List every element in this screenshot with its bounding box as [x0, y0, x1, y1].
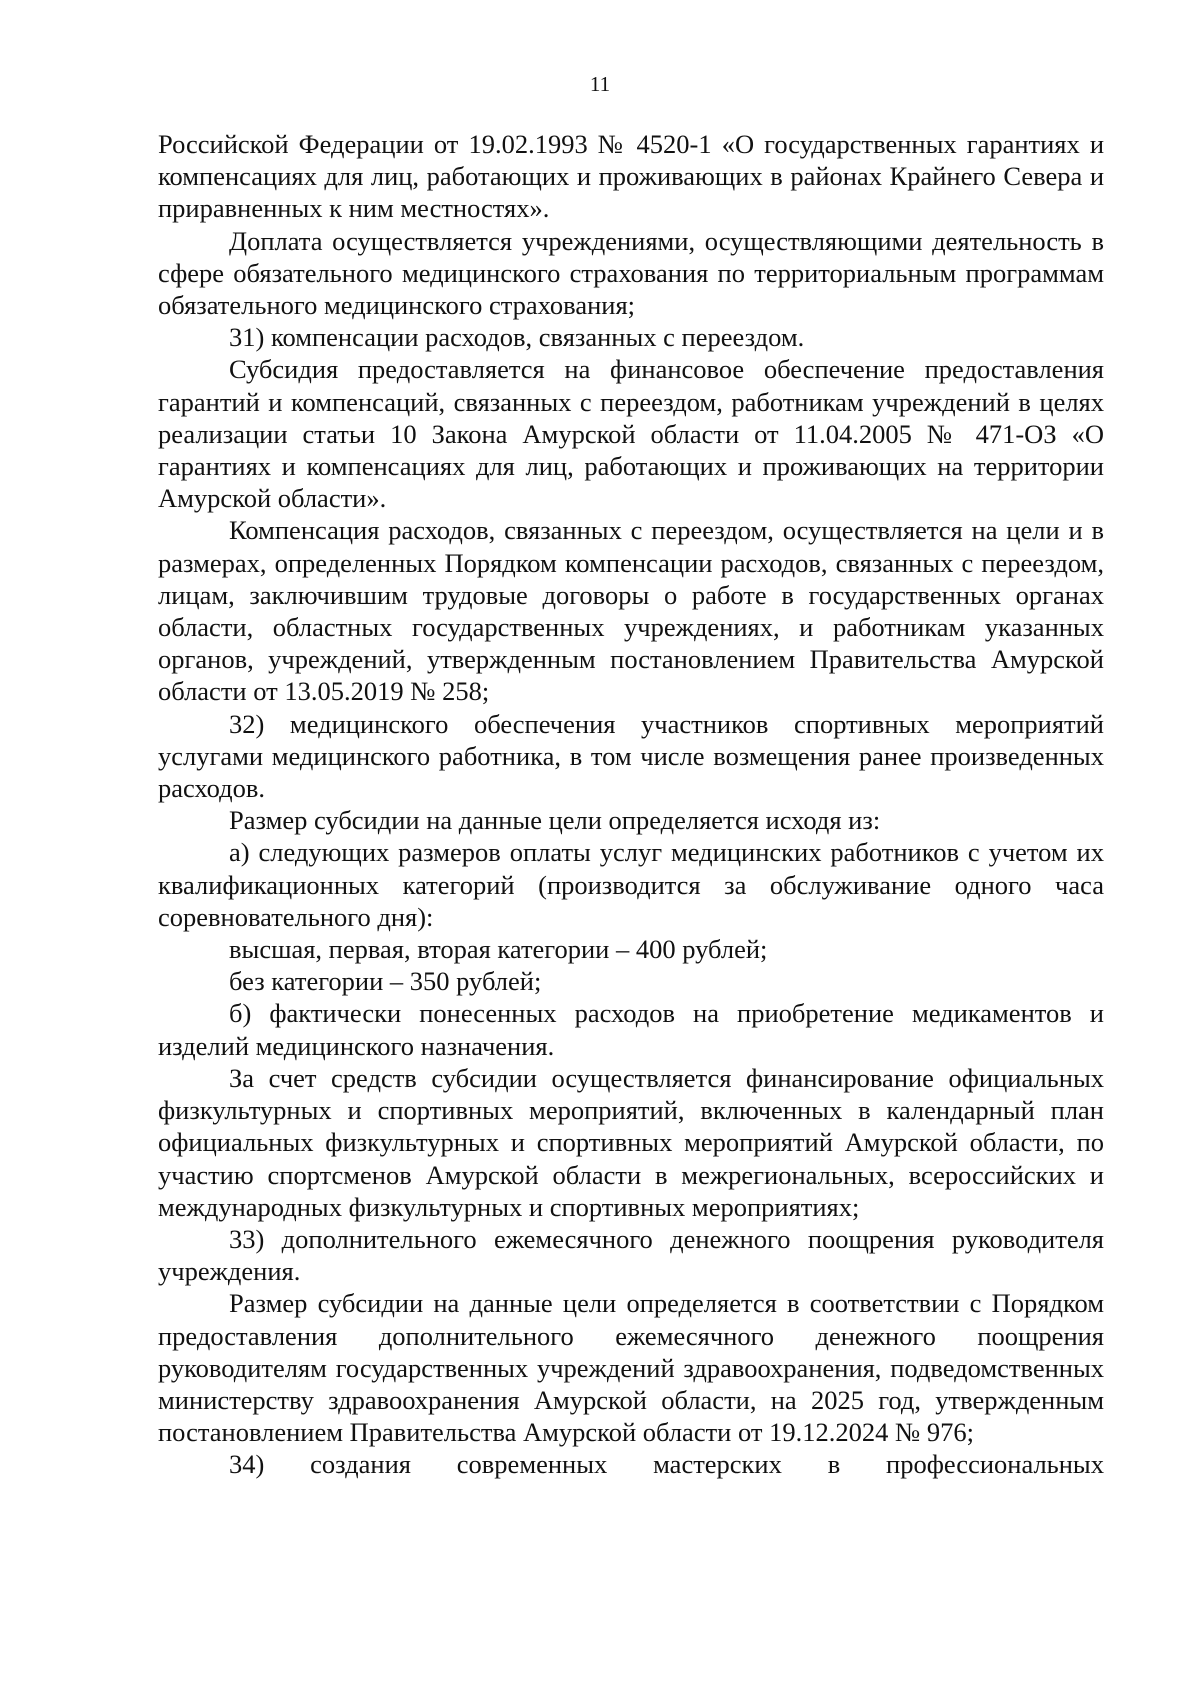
paragraph-2: Доплата осуществляется учреждениями, осуществляющими деятельность в сфере обязательного медицинского страхования по территориальным программам обязательного медицинского страхования; — [158, 225, 1104, 321]
paragraph-5: Компенсация расходов, связанных с переездом, осуществляется на цели и в размерах, определенных Порядком компенсации расходов, связанных с переездом, лицам, заключившим трудовые договоры о работе в государственных органах области, областных государственных учреждениях, и работникам указанных органов, учреждений, утвержденным постановлением Правительства Амурской области от 13.05.2019 № 258; — [158, 515, 1104, 707]
page-number: 11 — [589, 72, 611, 96]
paragraph-8: а) следующих размеров оплаты услуг медицинских работников с учетом их квалификационных категорий (производится за обслуживание одного часа соревновательного дня): — [158, 837, 1104, 932]
paragraph-9: высшая, первая, вторая категории – 400 рублей; — [229, 934, 768, 965]
paragraph-15: 34) создания современных мастерских в профессиональных — [229, 1449, 1104, 1480]
paragraph-4: Субсидия предоставляется на финансовое обеспечение предоставления гарантий и компенсаций, связанных с переездом, работникам учреждений в целях реализации статьи 10 Закона Амурской области от 11.04.2005 № 471-ОЗ «О гарантиях и компенсациях для лиц, работающих и проживающих на территории Амурской области». — [158, 354, 1104, 514]
paragraph-12: За счет средств субсидии осуществляется финансирование официальных физкультурных и спортивных мероприятий, включенных в календарный план официальных физкультурных и спортивных мероприятий Амурской области, по участию спортсменов Амурской области в межрегиональных, всероссийских и международных физкультурных и спортивных мероприятиях; — [158, 1062, 1104, 1222]
paragraph-10: без категории – 350 рублей; — [229, 966, 542, 997]
paragraph-14: Размер субсидии на данные цели определяется в соответствии с Порядком предоставления дополнительного ежемесячного денежного поощрения руководителям государственных учреждений здравоохранения, подведомственных министерству здравоохранения Амурской области, на 2025 год, утвержденным постановлением Правительства Амурской области от 19.12.2024 № 976; — [158, 1288, 1104, 1448]
paragraph-7: Размер субсидии на данные цели определяется исходя из: — [229, 805, 881, 836]
document-body — [158, 128, 1104, 1481]
paragraph-6: 32) медицинского обеспечения участников спортивных мероприятий услугами медицинского работника, в том числе возмещения ранее произведенных расходов. — [158, 708, 1104, 804]
paragraph-13: 33) дополнительного ежемесячного денежного поощрения руководителя учреждения. — [158, 1223, 1104, 1287]
paragraph-3: 31) компенсации расходов, связанных с переездом. — [229, 322, 805, 353]
paragraph-1: Российской Федерации от 19.02.1993 № 4520-1 «О государственных гарантиях и компенсациях для лиц, работающих и проживающих в районах Крайнего Севера и приравненных к ним местностях». — [158, 129, 1104, 224]
paragraph-11: б) фактически понесенных расходов на приобретение медикаментов и изделий медицинского назначения. — [158, 998, 1104, 1061]
